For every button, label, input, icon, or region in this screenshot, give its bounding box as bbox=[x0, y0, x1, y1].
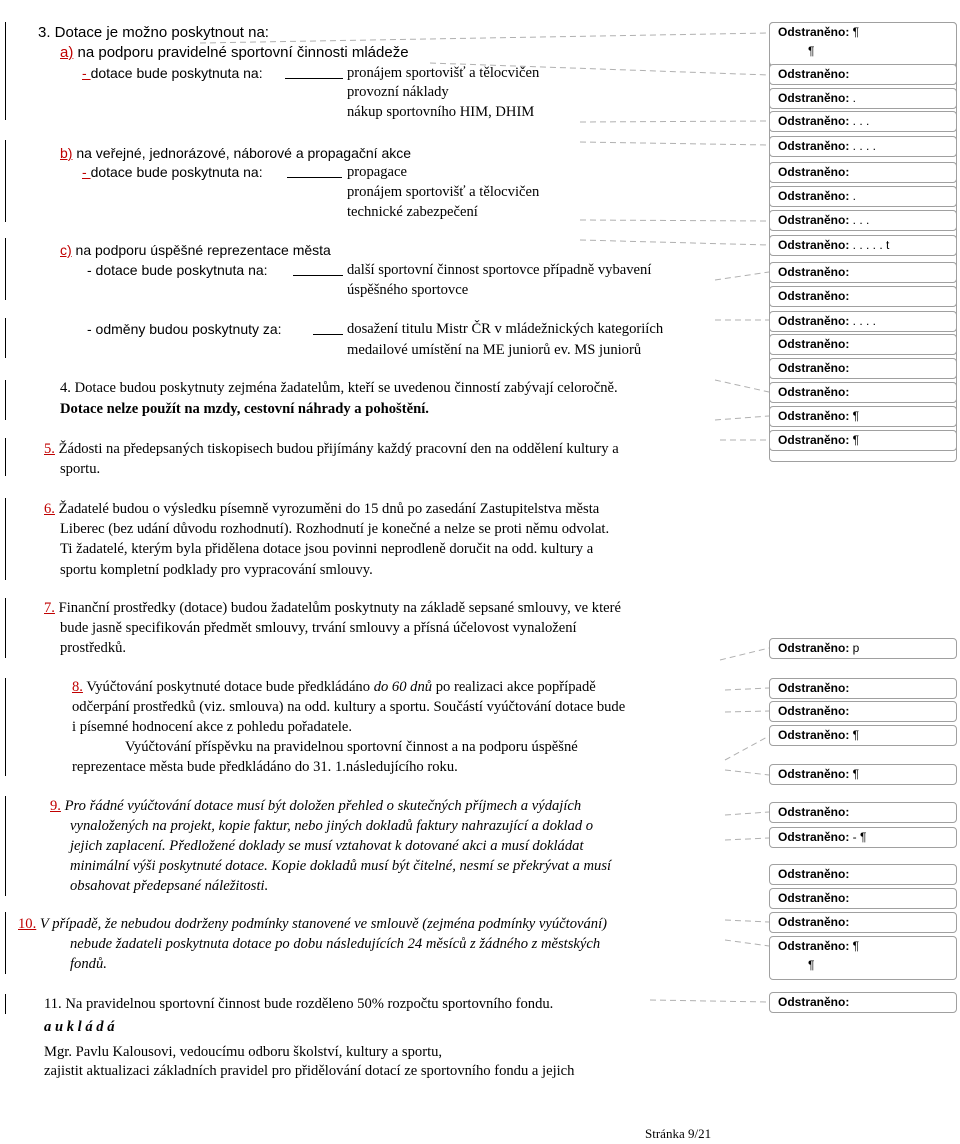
balloon-content: . . . bbox=[849, 114, 870, 128]
balloon-label: Odstraněno: bbox=[778, 433, 850, 447]
section-9-line-1: 9. Pro řádné vyúčtování dotace musí být doložen přehled o skutečných příjmech a výdajích bbox=[50, 798, 582, 814]
item-b-list-1: propagace bbox=[347, 164, 407, 180]
section-9-line-5: obsahovat předepsané náležitosti. bbox=[70, 878, 269, 894]
item-a-dotace: - dotace bude poskytnuta na: bbox=[82, 65, 263, 81]
balloon-label: Odstraněno: bbox=[778, 289, 850, 303]
section-9-line-2: vynaložených na projekt, kopie faktur, nebo jiných dokladů faktury nahrazující a doklad o bbox=[70, 818, 594, 834]
section-6-line-1: 6. Žadatelé budou o výsledku písemně vyrozuměni do 15 dnů po zasedání Zastupitelstva města bbox=[44, 501, 600, 517]
balloon-label: Odstraněno: bbox=[778, 805, 850, 819]
balloon-content: . . . . . t bbox=[849, 238, 890, 252]
section-10-line-3: fondů. bbox=[70, 956, 107, 972]
item-b-list-2: pronájem sportovišť a tělocvičen bbox=[347, 184, 540, 200]
balloon-content: . . . . bbox=[849, 314, 877, 328]
section-11: 11. Na pravidelnou sportovní činnost bude rozděleno 50% rozpočtu sportovního fondu. bbox=[44, 996, 554, 1012]
balloon-label: Odstraněno: bbox=[778, 995, 850, 1009]
balloon-label: Odstraněno: bbox=[778, 314, 850, 328]
section-6-line-4: sportu kompletní podklady pro vypracování smlouvy. bbox=[60, 562, 373, 578]
balloon-content: ¶ bbox=[849, 767, 860, 781]
page-number: Stránka 9/21 bbox=[645, 1126, 712, 1141]
balloon-content-2: ¶ bbox=[808, 44, 815, 58]
item-a-list-1: pronájem sportovišť a tělocvičen bbox=[347, 65, 540, 81]
balloon-label: Odstraněno: bbox=[778, 25, 850, 39]
item-b-dotace: - dotace bude poskytnuta na: bbox=[82, 164, 263, 180]
balloon-label: Odstraněno: bbox=[778, 767, 850, 781]
item-c-odm-2: medailové umístění na ME juniorů ev. MS juniorů bbox=[347, 342, 642, 358]
balloon-label: Odstraněno: bbox=[778, 867, 850, 881]
balloon-content: ¶ bbox=[849, 409, 860, 423]
assignee-line-1: Mgr. Pavlu Kalousovi, vedoucímu odboru školství, kultury a sportu, bbox=[44, 1044, 443, 1060]
item-a-list-2: provozní náklady bbox=[347, 84, 449, 100]
balloon-label: Odstraněno: bbox=[778, 238, 850, 252]
balloon-content: ¶ bbox=[849, 939, 860, 953]
item-c-odmeny: - odměny budou poskytnuty za: bbox=[87, 321, 282, 337]
balloon-label: Odstraněno: bbox=[778, 939, 850, 953]
section-7-line-1: 7. Finanční prostředky (dotace) budou žadatelům poskytnuty na základě sepsané smlouvy, ve které bbox=[44, 600, 621, 616]
section-3-title: 3. Dotace je možno poskytnout na: bbox=[38, 24, 269, 41]
section-9-line-4: minimální výši poskytnuté dotace. Kopie dokladů musí být čitelné, nesmí se překrývat a musí bbox=[70, 858, 612, 874]
balloon-content: . bbox=[849, 91, 857, 105]
section-6-line-2: Liberec (bez udání důvodu rozhodnutí). Rozhodnutí je konečné a nelze se proti němu odvolat. bbox=[60, 521, 610, 537]
balloon-label: Odstraněno: bbox=[778, 265, 850, 279]
balloon-label: Odstraněno: bbox=[778, 915, 850, 929]
balloon-label: Odstraněno: bbox=[778, 189, 850, 203]
section-4-line-2: Dotace nelze použít na mzdy, cestovní náhrady a pohoštění. bbox=[60, 401, 429, 417]
section-10-line-2: nebude žadateli poskytnuta dotace po dobu následujících 24 měsíců z žádného z městských bbox=[70, 936, 601, 952]
section-9-line-3: jejich zaplacení. Předložené doklady se musí vztahovat k dotované akci a musí dokládat bbox=[70, 838, 584, 854]
balloon-content: ¶ bbox=[849, 433, 860, 447]
item-a-list-3: nákup sportovního HIM, DHIM bbox=[347, 104, 535, 120]
balloon-content: - ¶ bbox=[849, 830, 867, 844]
balloon-label: Odstraněno: bbox=[778, 213, 850, 227]
item-c-list-2: úspěšného sportovce bbox=[347, 282, 469, 298]
balloon-label: Odstraněno: bbox=[778, 114, 850, 128]
section-10-line-1: 10. V případě, že nebudou dodrženy podmínky stanovené ve smlouvě (zejména podmínky vyúčtování) bbox=[18, 916, 607, 932]
balloon-label: Odstraněno: bbox=[778, 139, 850, 153]
balloon-label: Odstraněno: bbox=[778, 728, 850, 742]
item-b-list-3: technické zabezpečení bbox=[347, 204, 478, 220]
balloon-label: Odstraněno: bbox=[778, 641, 850, 655]
section-7-line-2: bude jasně specifikován předmět smlouvy, trvání smlouvy a přísná účelovost vynaložení bbox=[60, 620, 577, 636]
section-8-line-4: Vyúčtování příspěvku na pravidelnou sportovní činnost a na podporu úspěšné bbox=[125, 739, 578, 755]
uklada-heading: a u k l á d á bbox=[44, 1019, 115, 1035]
balloon-content: ¶ bbox=[849, 728, 860, 742]
section-7-line-3: prostředků. bbox=[60, 640, 127, 656]
balloon-label: Odstraněno: bbox=[778, 704, 850, 718]
item-c-odm-1: dosažení titulu Mistr ČR v mládežnických kategoriích bbox=[347, 321, 664, 337]
item-c: c) na podporu úspěšné reprezentace města bbox=[60, 242, 331, 258]
balloon-content: . . . bbox=[849, 213, 870, 227]
balloon-label: Odstraněno: bbox=[778, 337, 850, 351]
balloon-label: Odstraněno: bbox=[778, 91, 850, 105]
balloon-content: p bbox=[849, 641, 860, 655]
balloon-content: . . . . bbox=[849, 139, 877, 153]
item-c-list-1: další sportovní činnost sportovce případně vybavení bbox=[347, 262, 652, 278]
balloon-content: . bbox=[849, 189, 857, 203]
balloon-content: ¶ bbox=[849, 25, 860, 39]
section-8-line-2: odčerpání prostředků (viz. smlouva) na odd. kultury a sportu. Součástí vyúčtování dotace bude bbox=[72, 699, 626, 715]
balloon-label: Odstraněno: bbox=[778, 830, 850, 844]
section-8-line-5: reprezentace města bude předkládáno do 31. 1.následujícího roku. bbox=[72, 759, 458, 775]
section-8-line-3: i písemné hodnocení akce z pohledu pořadatele. bbox=[72, 719, 353, 735]
balloon-content-2: ¶ bbox=[808, 958, 815, 972]
balloon-label: Odstraněno: bbox=[778, 681, 850, 695]
balloon-label: Odstraněno: bbox=[778, 385, 850, 399]
section-6-line-3: Ti žadatelé, kterým byla přidělena dotace jsou povinni neprodleně doručit na odd. kultury a bbox=[60, 541, 594, 557]
assignee-line-2: zajistit aktualizaci základních pravidel pro přidělování dotací ze sportovního fondu a jejich bbox=[44, 1063, 575, 1079]
section-5-line-2: sportu. bbox=[60, 461, 101, 477]
section-5-line-1: 5. Žádosti na předepsaných tiskopisech budou přijímány každý pracovní den na oddělení kultury a bbox=[44, 441, 619, 457]
balloon-label: Odstraněno: bbox=[778, 67, 850, 81]
section-8-line-1: 8. Vyúčtování poskytnuté dotace bude předkládáno do 60 dnů po realizaci akce popřípadě bbox=[72, 679, 596, 695]
section-4-line-1: 4. Dotace budou poskytnuty zejména žadatelům, kteří se uvedenou činností zabývají celoročně. bbox=[60, 380, 618, 396]
balloon-label: Odstraněno: bbox=[778, 361, 850, 375]
item-a: a) na podporu pravidelné sportovní činnosti mládeže bbox=[60, 44, 409, 61]
balloon-label: Odstraněno: bbox=[778, 409, 850, 423]
item-b: b) na veřejné, jednorázové, náborové a propagační akce bbox=[60, 145, 412, 161]
item-c-dotace: - dotace bude poskytnuta na: bbox=[87, 262, 268, 278]
balloon-label: Odstraněno: bbox=[778, 891, 850, 905]
balloon-label: Odstraněno: bbox=[778, 165, 850, 179]
